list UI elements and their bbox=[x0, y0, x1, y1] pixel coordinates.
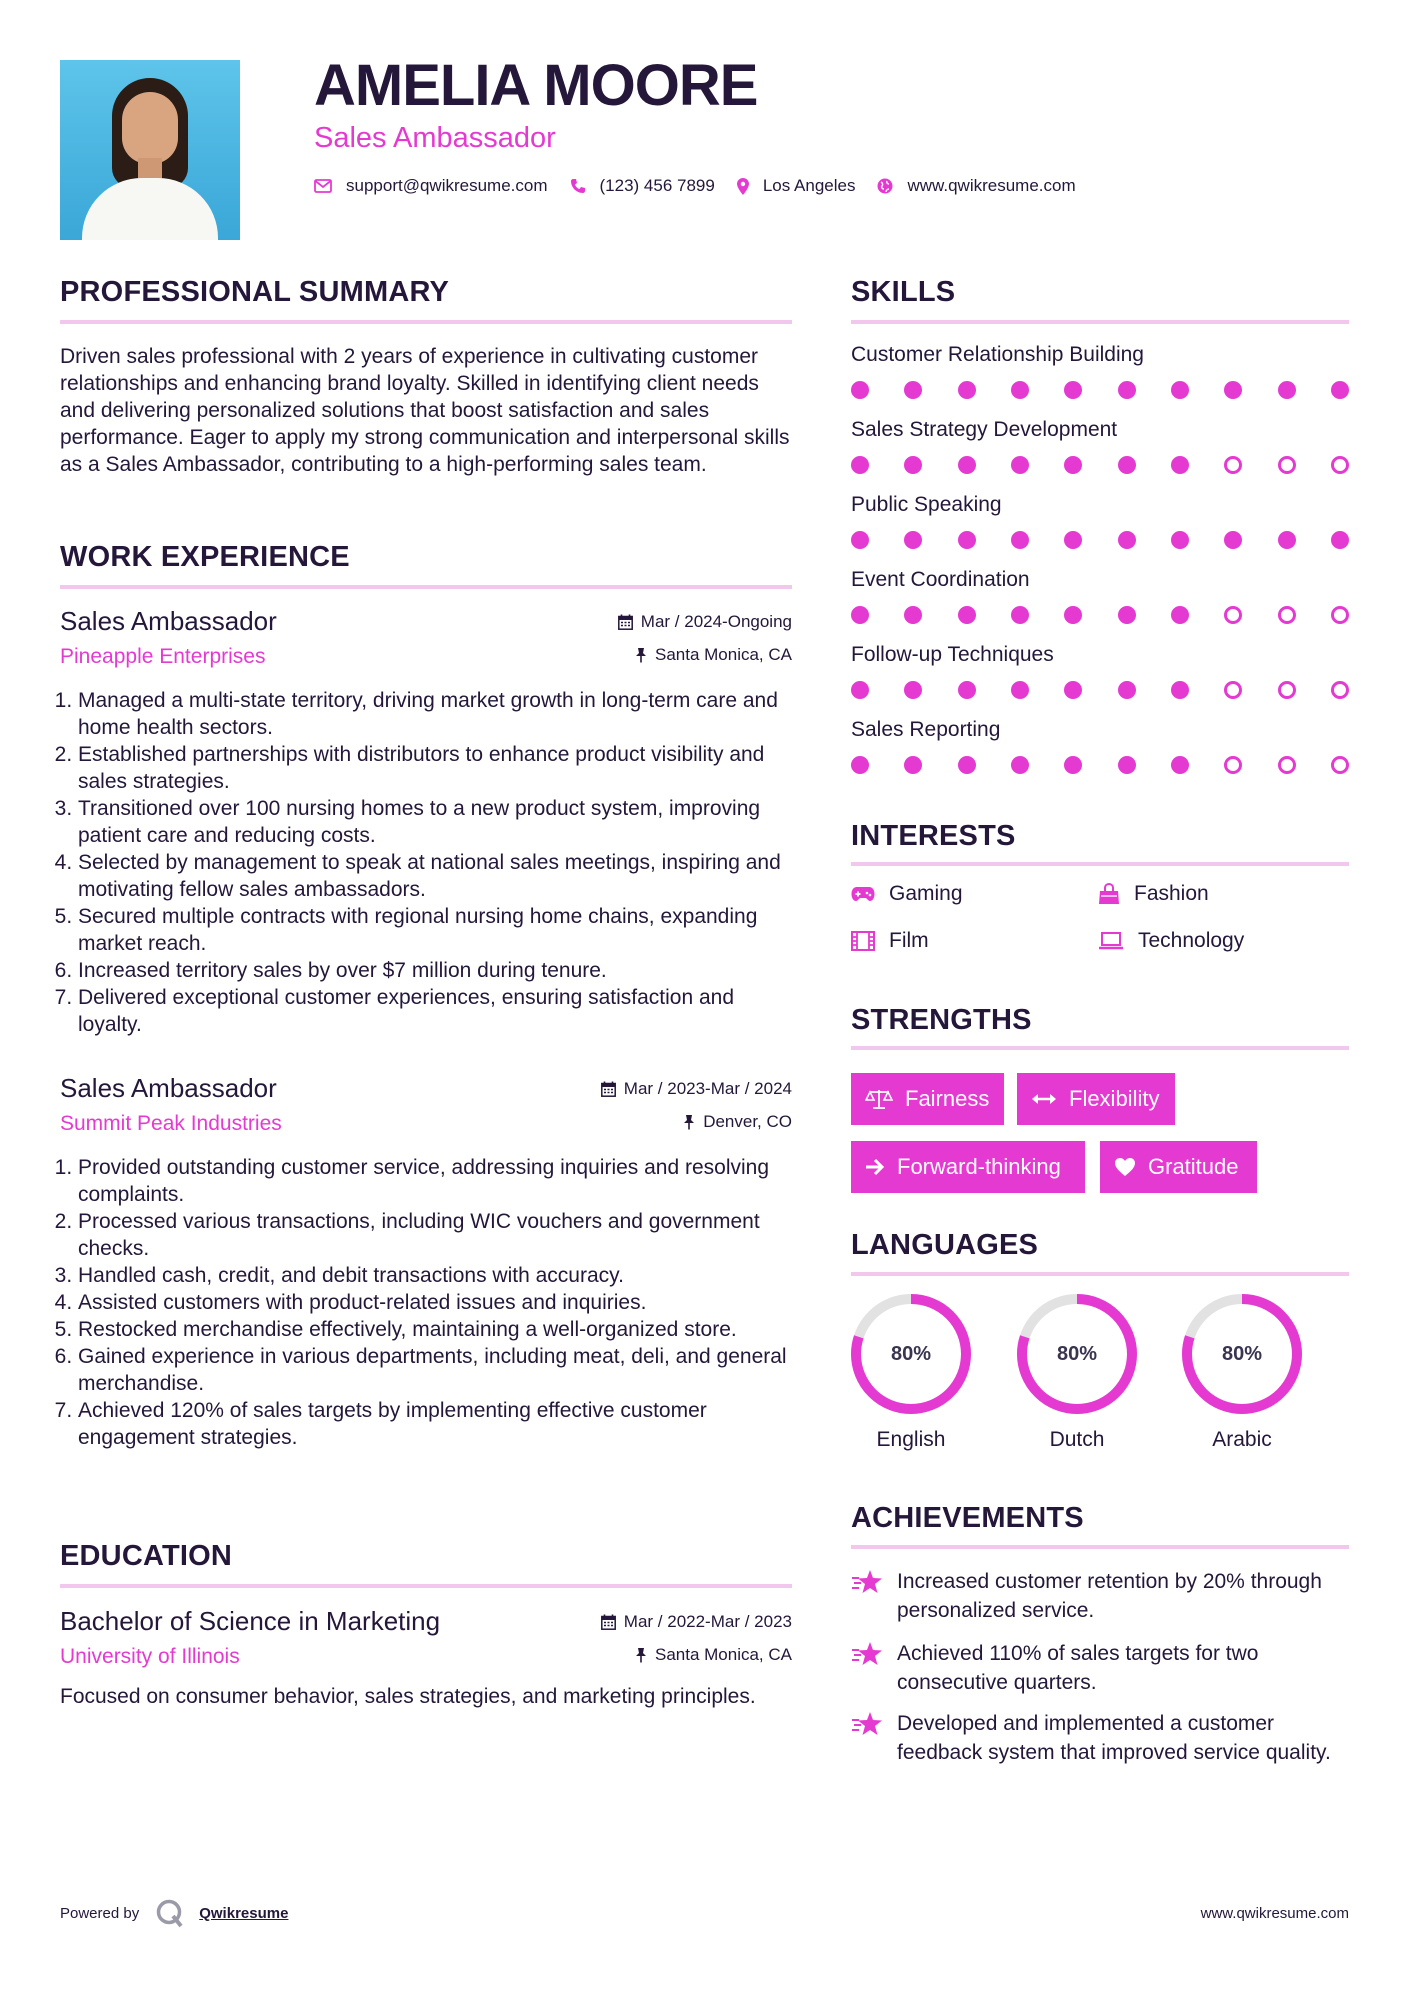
skill-item bbox=[851, 643, 1351, 699]
education-school: University of Illinois bbox=[60, 1645, 240, 1668]
skill-dot-filled bbox=[1011, 456, 1029, 474]
skill-dot-filled bbox=[1224, 531, 1242, 549]
language-item bbox=[1180, 1292, 1304, 1452]
job-location-text: Santa Monica, CA bbox=[654, 645, 792, 664]
interests-divider bbox=[851, 862, 1349, 866]
achievements-divider bbox=[851, 1545, 1349, 1549]
skill-label: Customer Relationship Building bbox=[851, 343, 1144, 366]
achievement-text: Achieved 110% of sales targets for two consecutive quarters. bbox=[897, 1642, 1259, 1694]
interest-label: Gaming bbox=[889, 882, 963, 905]
skill-dot-filled bbox=[851, 606, 869, 624]
skill-dot-filled bbox=[851, 531, 869, 549]
job-bullet: 1. Provided outstanding customer service, addressing inquiries and resolving complaints. bbox=[78, 1154, 792, 1208]
calendar-icon bbox=[601, 1081, 616, 1097]
skill-label: Follow-up Techniques bbox=[851, 643, 1054, 666]
job-bullet: 5. Restocked merchandise effectively, maintaining a well-organized store. bbox=[78, 1316, 792, 1343]
skill-dot-filled bbox=[958, 531, 976, 549]
job-bullet: 7. Achieved 120% of sales targets by implementing effective customer engagement strategies. bbox=[78, 1397, 792, 1451]
film-icon bbox=[851, 931, 875, 951]
skill-label: Public Speaking bbox=[851, 493, 1002, 516]
contact-bar bbox=[314, 176, 1098, 196]
strength-label: Fairness bbox=[905, 1086, 990, 1111]
qwikresume-link[interactable]: Qwikresume bbox=[199, 1904, 289, 1922]
skill-dot-filled bbox=[1171, 456, 1189, 474]
contact-phone-text: (123) 456 7899 bbox=[599, 176, 715, 195]
star-icon bbox=[851, 1711, 883, 1737]
skill-dot-filled bbox=[904, 606, 922, 624]
skill-dot-empty bbox=[1224, 456, 1242, 474]
skill-rating bbox=[851, 381, 1349, 399]
skill-rating bbox=[851, 681, 1349, 699]
skill-dot-empty bbox=[1278, 456, 1296, 474]
candidate-title: Sales Ambassador bbox=[314, 122, 556, 154]
skill-item bbox=[851, 418, 1351, 474]
skill-dot-filled bbox=[1011, 756, 1029, 774]
education-dates-text: Mar / 2022-Mar / 2023 bbox=[623, 1612, 792, 1631]
education-heading: EDUCATION bbox=[60, 1540, 233, 1572]
skill-dot-filled bbox=[1011, 531, 1029, 549]
education-location-text: Santa Monica, CA bbox=[654, 1645, 792, 1664]
skill-dot-filled bbox=[1118, 381, 1136, 399]
contact-location-text: Los Angeles bbox=[762, 176, 856, 195]
skill-label: Sales Reporting bbox=[851, 718, 1001, 741]
skill-dot-filled bbox=[1064, 756, 1082, 774]
job-entry bbox=[60, 606, 792, 1038]
footer-website[interactable]: www.qwikresume.com bbox=[1200, 1905, 1349, 1922]
experience-divider bbox=[60, 585, 792, 589]
interest-gaming bbox=[851, 882, 963, 906]
job-bullet: 6. Gained experience in various departments, including meat, deli, and general merchandise. bbox=[78, 1343, 792, 1397]
balance-scale-icon bbox=[865, 1088, 893, 1110]
job-location bbox=[635, 645, 792, 665]
job-bullet: 3. Handled cash, credit, and debit transactions with accuracy. bbox=[78, 1262, 792, 1289]
skill-dot-empty bbox=[1278, 681, 1296, 699]
job-company: Summit Peak Industries bbox=[60, 1112, 282, 1135]
job-role: Sales Ambassador bbox=[60, 1073, 277, 1103]
strength-label: Gratitude bbox=[1148, 1154, 1239, 1179]
skill-dot-filled bbox=[904, 681, 922, 699]
profile-photo bbox=[60, 60, 240, 240]
skill-dot-filled bbox=[1331, 531, 1349, 549]
skill-rating bbox=[851, 606, 1349, 624]
interest-film bbox=[851, 929, 929, 953]
summary-heading: PROFESSIONAL SUMMARY bbox=[60, 276, 450, 308]
skill-dot-filled bbox=[1118, 756, 1136, 774]
languages-divider bbox=[851, 1272, 1349, 1276]
skill-dot-filled bbox=[1064, 531, 1082, 549]
language-percent: 80% bbox=[1056, 1342, 1098, 1365]
skill-dot-filled bbox=[1064, 456, 1082, 474]
arrow-right-icon bbox=[865, 1158, 885, 1176]
skill-dot-empty bbox=[1224, 681, 1242, 699]
education-degree: Bachelor of Science in Marketing bbox=[60, 1606, 441, 1636]
skill-rating bbox=[851, 531, 1349, 549]
job-bullet: 6. Increased territory sales by over $7 million during tenure. bbox=[78, 957, 792, 984]
skill-dot-filled bbox=[958, 381, 976, 399]
skill-dot-filled bbox=[958, 456, 976, 474]
skill-item bbox=[851, 493, 1351, 549]
interests-heading: INTERESTS bbox=[851, 820, 1016, 852]
skill-dot-filled bbox=[1011, 381, 1029, 399]
skill-dot-filled bbox=[1224, 381, 1242, 399]
job-location-text: Denver, CO bbox=[703, 1112, 792, 1131]
star-icon bbox=[851, 1641, 883, 1667]
languages-heading: LANGUAGES bbox=[851, 1229, 1039, 1261]
skill-item bbox=[851, 343, 1351, 399]
skill-dot-filled bbox=[1171, 681, 1189, 699]
job-company: Pineapple Enterprises bbox=[60, 645, 266, 668]
language-name: Dutch bbox=[1049, 1428, 1105, 1451]
contact-email[interactable] bbox=[314, 176, 548, 196]
shopping-bag-icon bbox=[1098, 883, 1120, 905]
skill-dot-filled bbox=[1278, 531, 1296, 549]
envelope-icon bbox=[314, 179, 332, 193]
job-dates bbox=[601, 1079, 792, 1099]
contact-email-text: support@qwikresume.com bbox=[346, 176, 548, 195]
phone-icon bbox=[570, 178, 586, 194]
skill-dot-filled bbox=[1011, 606, 1029, 624]
skill-dot-filled bbox=[1064, 381, 1082, 399]
skill-dot-filled bbox=[1064, 681, 1082, 699]
education-description: Focused on consumer behavior, sales strategies, and marketing principles. bbox=[60, 1685, 756, 1708]
skill-dot-filled bbox=[958, 756, 976, 774]
job-dates bbox=[618, 612, 792, 632]
job-bullet: 4. Assisted customers with product-related issues and inquiries. bbox=[78, 1289, 792, 1316]
skills-divider bbox=[851, 320, 1349, 324]
skill-dot-filled bbox=[1064, 606, 1082, 624]
strengths-divider bbox=[851, 1046, 1349, 1050]
pushpin-icon bbox=[635, 1647, 647, 1663]
skill-dot-filled bbox=[1171, 756, 1189, 774]
job-bullets bbox=[60, 1154, 792, 1451]
contact-website-text: www.qwikresume.com bbox=[907, 176, 1076, 195]
interest-technology bbox=[1098, 929, 1244, 953]
job-bullet: 1. Managed a multi-state territory, driving market growth in long-term care and home health sectors. bbox=[78, 687, 792, 741]
gamepad-icon bbox=[851, 886, 875, 902]
skill-label: Event Coordination bbox=[851, 568, 1030, 591]
skill-dot-filled bbox=[904, 381, 922, 399]
candidate-name: AMELIA MOORE bbox=[314, 53, 758, 118]
skill-item bbox=[851, 568, 1351, 624]
skill-dot-filled bbox=[851, 456, 869, 474]
achievement-item bbox=[851, 1709, 1331, 1767]
interest-label: Film bbox=[889, 929, 929, 952]
globe-icon bbox=[877, 178, 893, 194]
skill-dot-filled bbox=[851, 381, 869, 399]
skill-label: Sales Strategy Development bbox=[851, 418, 1118, 441]
skill-dot-empty bbox=[1224, 606, 1242, 624]
job-bullet: 7. Delivered exceptional customer experiences, ensuring satisfaction and loyalty. bbox=[78, 984, 792, 1038]
achievement-text: Developed and implemented a customer feedback system that improved service quality. bbox=[897, 1712, 1331, 1764]
language-percent: 80% bbox=[890, 1342, 932, 1365]
education-entry bbox=[60, 1606, 792, 1710]
education-dates bbox=[601, 1612, 792, 1632]
job-bullets bbox=[60, 687, 792, 1038]
skill-dot-empty bbox=[1278, 756, 1296, 774]
interest-label: Fashion bbox=[1134, 882, 1209, 905]
summary-text: Driven sales professional with 2 years of experience in cultivating customer relationships and enhancing brand loyalty. Skilled in identifying client needs and delivering personalized solutions that boost satisfaction and sales performance. Eager to apply my strong communication and interpersonal skills as a Sales Ambassador, contributing to a high-performing sales team. bbox=[60, 345, 790, 476]
language-percent: 80% bbox=[1221, 1342, 1263, 1365]
calendar-icon bbox=[601, 1614, 616, 1630]
contact-website[interactable] bbox=[877, 176, 1075, 196]
achievements-heading: ACHIEVEMENTS bbox=[851, 1502, 1084, 1534]
job-bullet: 3. Transitioned over 100 nursing homes to a new product system, improving patient care and reducing costs. bbox=[78, 795, 792, 849]
skill-item bbox=[851, 718, 1351, 774]
achievement-item bbox=[851, 1567, 1331, 1625]
strength-label: Forward-thinking bbox=[897, 1154, 1061, 1179]
skill-dot-empty bbox=[1224, 756, 1242, 774]
strength-badge bbox=[1017, 1073, 1175, 1125]
calendar-icon bbox=[618, 614, 633, 630]
summary-divider bbox=[60, 320, 792, 324]
skill-dot-filled bbox=[1171, 381, 1189, 399]
skill-dot-filled bbox=[851, 681, 869, 699]
job-bullet: 2. Processed various transactions, including WIC vouchers and government checks. bbox=[78, 1208, 792, 1262]
skill-rating bbox=[851, 456, 1349, 474]
skill-dot-empty bbox=[1331, 756, 1349, 774]
skill-dot-empty bbox=[1331, 606, 1349, 624]
skill-dot-filled bbox=[904, 756, 922, 774]
achievement-text: Increased customer retention by 20% through personalized service. bbox=[897, 1570, 1322, 1622]
skill-dot-filled bbox=[958, 681, 976, 699]
skill-dot-filled bbox=[904, 531, 922, 549]
interest-fashion bbox=[1098, 882, 1209, 906]
job-role: Sales Ambassador bbox=[60, 606, 277, 636]
skill-dot-empty bbox=[1331, 456, 1349, 474]
skill-rating bbox=[851, 756, 1349, 774]
star-icon bbox=[851, 1569, 883, 1595]
skill-dot-empty bbox=[1331, 681, 1349, 699]
strength-badge bbox=[851, 1141, 1085, 1193]
skill-dot-filled bbox=[1278, 381, 1296, 399]
arrows-horizontal-icon bbox=[1031, 1092, 1057, 1106]
skill-dot-filled bbox=[1118, 531, 1136, 549]
language-name: English bbox=[876, 1428, 946, 1451]
job-bullet: 4. Selected by management to speak at national sales meetings, inspiring and motivating fellow sales ambassadors. bbox=[78, 849, 792, 903]
skill-dot-filled bbox=[851, 756, 869, 774]
skill-dot-filled bbox=[958, 606, 976, 624]
pushpin-icon bbox=[683, 1114, 695, 1130]
job-dates-text: Mar / 2023-Mar / 2024 bbox=[623, 1079, 792, 1098]
interest-label: Technology bbox=[1138, 929, 1245, 952]
language-item bbox=[849, 1292, 973, 1452]
strengths-heading: STRENGTHS bbox=[851, 1004, 1032, 1036]
map-pin-icon bbox=[737, 178, 749, 195]
skill-dot-filled bbox=[904, 456, 922, 474]
job-bullet: 2. Established partnerships with distributors to enhance product visibility and sales strategies. bbox=[78, 741, 792, 795]
heart-icon bbox=[1114, 1157, 1136, 1177]
qwikresume-logo-icon bbox=[155, 1898, 185, 1928]
education-location bbox=[635, 1645, 792, 1665]
skill-dot-filled bbox=[1331, 381, 1349, 399]
skill-dot-filled bbox=[1171, 606, 1189, 624]
strength-label: Flexibility bbox=[1069, 1086, 1160, 1111]
skill-dot-empty bbox=[1278, 606, 1296, 624]
footer-powered-by bbox=[60, 1898, 288, 1928]
laptop-icon bbox=[1098, 932, 1124, 950]
job-dates-text: Mar / 2024-Ongoing bbox=[640, 612, 792, 631]
contact-phone[interactable] bbox=[570, 176, 715, 196]
job-location bbox=[683, 1112, 792, 1132]
contact-location bbox=[737, 176, 856, 196]
powered-by-text: Powered by bbox=[60, 1904, 140, 1922]
skill-dot-filled bbox=[1171, 531, 1189, 549]
pushpin-icon bbox=[635, 647, 647, 663]
language-item bbox=[1015, 1292, 1139, 1452]
skill-dot-filled bbox=[1118, 606, 1136, 624]
skills-heading: SKILLS bbox=[851, 276, 956, 308]
language-name: Arabic bbox=[1212, 1428, 1272, 1451]
skill-dot-filled bbox=[1011, 681, 1029, 699]
experience-heading: WORK EXPERIENCE bbox=[60, 541, 350, 573]
strength-badge bbox=[851, 1073, 1004, 1125]
strength-badge bbox=[1100, 1141, 1257, 1193]
job-entry bbox=[60, 1073, 792, 1451]
achievement-item bbox=[851, 1639, 1331, 1697]
education-divider bbox=[60, 1584, 792, 1588]
skill-dot-filled bbox=[1118, 681, 1136, 699]
skill-dot-filled bbox=[1118, 456, 1136, 474]
job-bullet: 5. Secured multiple contracts with regional nursing home chains, expanding market reach. bbox=[78, 903, 792, 957]
